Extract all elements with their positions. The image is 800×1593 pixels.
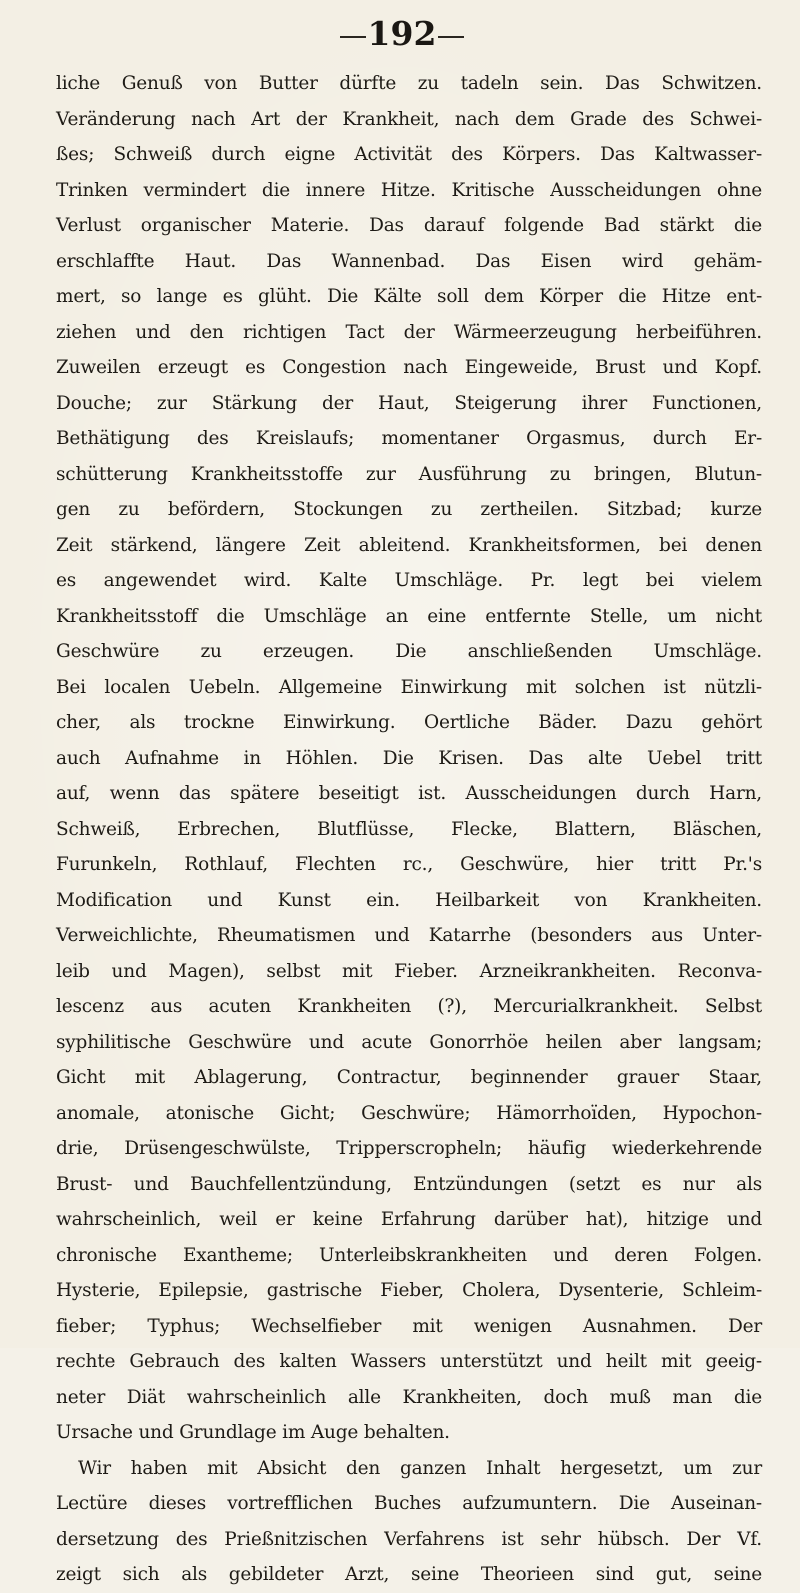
- text-line: neter Diät wahrscheinlich alle Krankheiten, doch muß man die: [56, 1386, 762, 1408]
- text-line: Wir haben mit Absicht den ganzen Inhalt hergesetzt, um zur: [78, 1457, 762, 1479]
- text-line: Bethätigung des Kreislaufs; momentaner Orgasmus, durch Er-: [56, 428, 762, 449]
- text-line: rechte Gebrauch des kalten Wassers unterstützt und heilt mit geeig-: [56, 1351, 762, 1372]
- text-line: Bei localen Uebeln. Allgemeine Einwirkung mit solchen ist nützli-: [56, 676, 762, 698]
- text-line: chronische Exantheme; Unterleibskrankheiten und deren Folgen.: [56, 1244, 762, 1266]
- text-line: dersetzung des Prießnitzischen Verfahrens ist sehr hübsch. Der Vf.: [56, 1528, 762, 1550]
- page-number: 192: [367, 14, 437, 53]
- text-line: Geschwüre zu erzeugen. Die anschließenden Umschläge.: [56, 641, 762, 662]
- text-line: Furunkeln, Rothlauf, Flechten rc., Geschwüre, hier tritt Pr.'s: [56, 854, 762, 875]
- text-line: syphilitische Geschwüre und acute Gonorrhöe heilen aber langsam;: [56, 1031, 762, 1053]
- text-line: Modification und Kunst ein. Heilbarkeit von Krankheiten.: [56, 889, 762, 911]
- text-line: leib und Magen), selbst mit Fieber. Arzneikrankheiten. Reconva-: [56, 960, 762, 982]
- text-line: Veränderung nach Art der Krankheit, nach dem Grade des Schwei-: [56, 108, 762, 130]
- text-line: auch Aufnahme in Höhlen. Die Krisen. Das alte Uebel tritt: [56, 747, 762, 769]
- text-line: drie, Drüsengeschwülste, Tripperscropheln; häufig wiederkehrende: [56, 1138, 762, 1159]
- text-line: zeigt sich als gebildeter Arzt, seine Theorieen sind gut, seine: [56, 1564, 762, 1585]
- header-rule-right: [438, 36, 464, 38]
- text-line: mert, so lange es glüht. Die Kälte soll dem Körper die Hitze ent-: [56, 286, 762, 307]
- text-line: ziehen und den richtigen Tact der Wärmeerzeugung herbeiführen.: [56, 321, 762, 343]
- text-line: wahrscheinlich, weil er keine Erfahrung darüber hat), hitzige und: [56, 1209, 762, 1230]
- text-line: liche Genuß von Butter dürfte zu tadeln sein. Das Schwitzen.: [56, 73, 762, 94]
- text-line: Hysterie, Epilepsie, gastrische Fieber, Cholera, Dysenterie, Schleim-: [56, 1280, 762, 1301]
- text-line: Zuweilen erzeugt es Congestion nach Eingeweide, Brust und Kopf.: [56, 357, 762, 378]
- text-line: Lectüre dieses vortrefflichen Buches aufzumuntern. Die Auseinan-: [56, 1493, 762, 1514]
- header-rule-left: [340, 36, 366, 38]
- text-line: schütterung Krankheitsstoffe zur Ausführung zu bringen, Blutun-: [56, 463, 762, 485]
- text-line: Ursache und Grundlage im Auge behalten.: [56, 1422, 450, 1443]
- text-line: Schweiß, Erbrechen, Blutflüsse, Flecke, Blattern, Bläschen,: [56, 818, 762, 840]
- text-line: lescenz aus acuten Krankheiten (?), Mercurialkrankheit. Selbst: [56, 996, 762, 1017]
- text-line: ßes; Schweiß durch eigne Activität des Körpers. Das Kaltwasser-: [56, 144, 762, 165]
- text-line: anomale, atonische Gicht; Geschwüre; Hämorrhoïden, Hypochon-: [56, 1102, 762, 1124]
- text-line: Krankheitsstoff die Umschläge an eine entfernte Stelle, um nicht: [56, 605, 762, 627]
- page-header: [0, 14, 800, 54]
- text-line: Verweichlichte, Rheumatismen und Katarrhe (besonders aus Unter-: [56, 925, 762, 946]
- text-line: erschlaffte Haut. Das Wannenbad. Das Eisen wird gehäm-: [56, 250, 762, 272]
- text-line: fieber; Typhus; Wechselfieber mit wenigen Ausnahmen. Der: [56, 1315, 762, 1337]
- body-text: [56, 66, 762, 1593]
- text-line: Douche; zur Stärkung der Haut, Steigerung ihrer Functionen,: [56, 392, 762, 414]
- text-line: Zeit stärkend, längere Zeit ableitend. Krankheitsformen, bei denen: [56, 534, 762, 556]
- text-line: Brust- und Bauchfellentzündung, Entzündungen (setzt es nur als: [56, 1173, 762, 1195]
- text-line: es angewendet wird. Kalte Umschläge. Pr. legt bei vielem: [56, 570, 762, 591]
- text-line: Trinken vermindert die innere Hitze. Kritische Ausscheidungen ohne: [56, 179, 762, 201]
- text-line: auf, wenn das spätere beseitigt ist. Ausscheidungen durch Harn,: [56, 783, 762, 804]
- text-line: Gicht mit Ablagerung, Contractur, beginnender grauer Staar,: [56, 1067, 762, 1088]
- text-line: Verlust organischer Materie. Das darauf folgende Bad stärkt die: [56, 215, 762, 236]
- text-line: gen zu befördern, Stockungen zu zertheilen. Sitzbad; kurze: [56, 499, 762, 520]
- text-line: cher, als trockne Einwirkung. Oertliche Bäder. Dazu gehört: [56, 712, 762, 733]
